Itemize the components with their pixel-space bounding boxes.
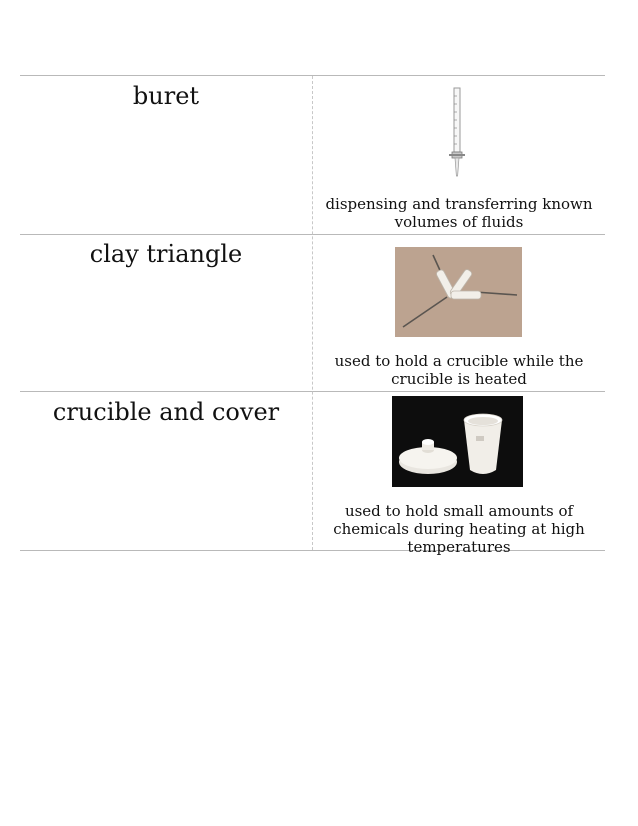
clay-triangle-icon xyxy=(395,247,522,337)
column-divider xyxy=(312,76,313,550)
description-buret: dispensing and transferring known volumes of fluids xyxy=(325,195,593,231)
term-crucible-and-cover: crucible and cover xyxy=(52,398,280,426)
description-clay-triangle: used to hold a crucible while the crucible is heated xyxy=(334,352,584,388)
term-clay-triangle: clay triangle xyxy=(89,240,243,268)
crucible-icon xyxy=(392,396,523,487)
description-crucible-and-cover: used to hold small amounts of chemicals during heating at high temperatures xyxy=(333,502,585,556)
buret-icon xyxy=(445,86,469,182)
term-buret: buret xyxy=(132,82,200,110)
